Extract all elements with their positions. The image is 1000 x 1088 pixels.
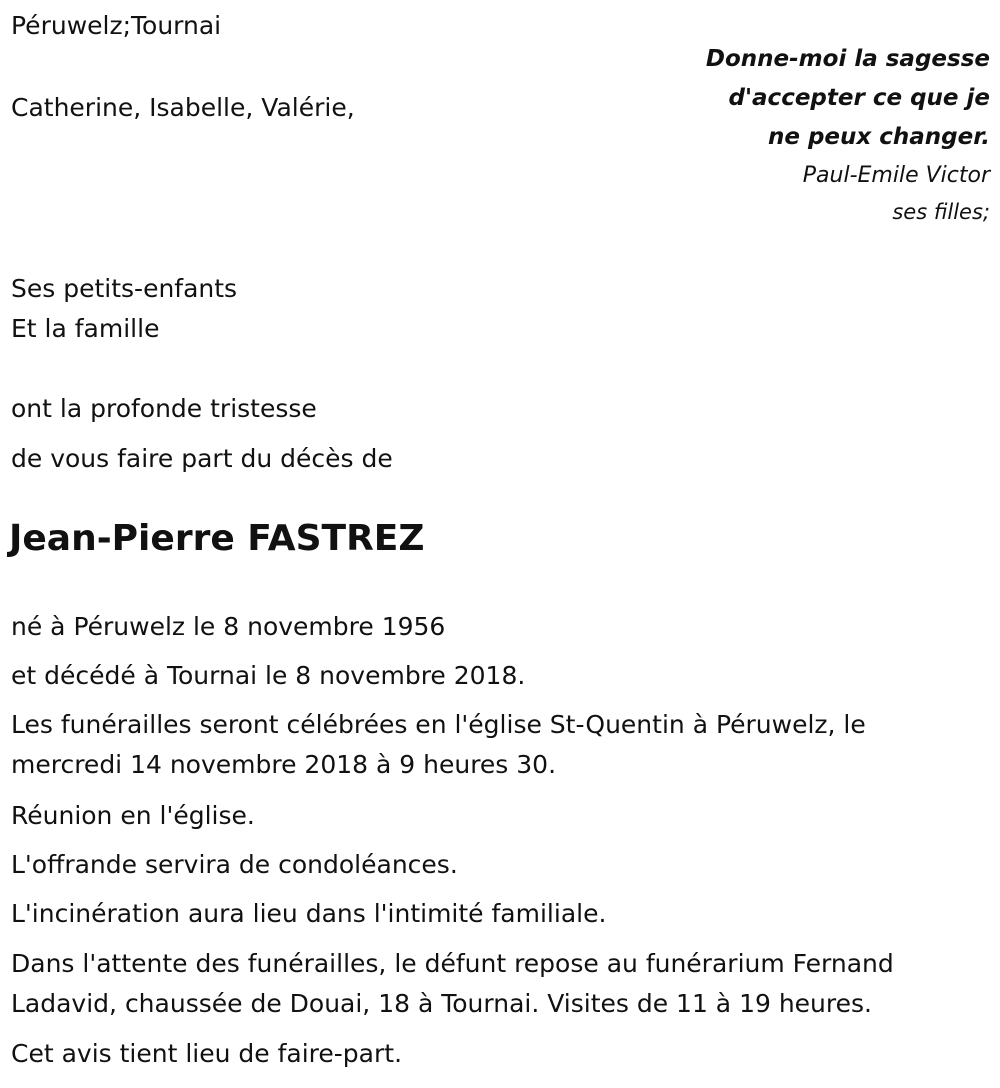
deceased-name: Jean-Pierre FASTREZ bbox=[9, 518, 425, 559]
announcement-line-1: ont la profonde tristesse bbox=[11, 394, 317, 423]
quote-author: Paul-Emile Victor bbox=[802, 163, 990, 188]
family-line: Et la famille bbox=[11, 314, 160, 343]
notice-line: Cet avis tient lieu de faire-part. bbox=[11, 1039, 403, 1068]
quote-block bbox=[690, 40, 990, 231]
announcement-line-2: de vous faire part du décès de bbox=[11, 444, 393, 473]
daughters-names: Catherine, Isabelle, Valérie, bbox=[11, 93, 355, 122]
quote-subtext: ses filles; bbox=[892, 200, 990, 224]
death-line: et décédé à Tournai le 8 novembre 2018. bbox=[11, 661, 526, 690]
cremation-line: L'incinération aura lieu dans l'intimité familiale. bbox=[11, 899, 607, 928]
visitation-paragraph: Dans l'attente des funérailles, le défunt repose au funérarium Fernand Ladavid, chaussée de Douai, 18 à Tournai. Visites de 11 à 19 heures. bbox=[11, 949, 894, 1018]
offering-line: L'offrande servira de condoléances. bbox=[11, 850, 458, 879]
grandchildren-line: Ses petits-enfants bbox=[11, 274, 238, 303]
funeral-paragraph: Les funérailles seront célébrées en l'église St-Quentin à Péruwelz, le mercredi 14 novembre 2018 à 9 heures 30. bbox=[11, 710, 866, 779]
location-header: Péruwelz;Tournai bbox=[11, 11, 222, 40]
quote-text: Donne-moi la sagesse d'accepter ce que je ne peux changer. bbox=[705, 46, 990, 150]
birth-line: né à Péruwelz le 8 novembre 1956 bbox=[11, 612, 446, 641]
meeting-line: Réunion en l'église. bbox=[11, 801, 255, 830]
